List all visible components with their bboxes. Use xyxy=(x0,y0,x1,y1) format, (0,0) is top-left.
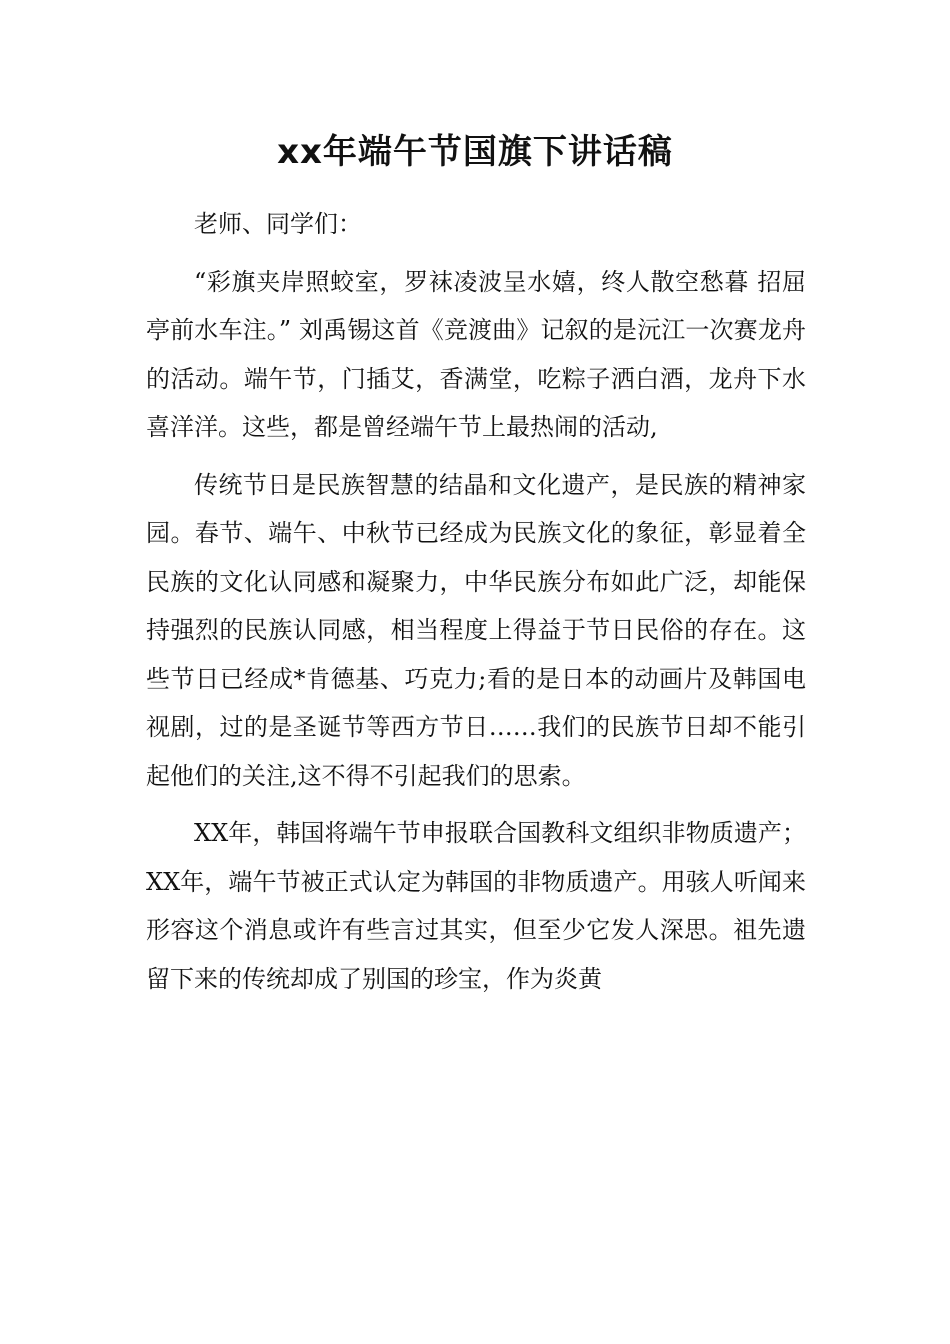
salutation: 老师、同学们： xyxy=(194,210,362,238)
document-title: xx年端午节国旗下讲话稿 xyxy=(277,132,673,172)
paragraph-1: “彩旗夹岸照蛟室，罗袜凌波呈水嬉，终人散空愁暮 招屈亭前水车注。” 刘禹锡这首《竞渡曲》记叙的是沅江一次赛龙舟的活动。端午节，门插艾，香满堂，吃粽子洒白酒，龙舟下水喜洋洋。这些，都是曾经端午节上最热闹的活动, xyxy=(146,267,806,441)
paragraph-2: 传统节日是民族智慧的结晶和文化遗产，是民族的精神家园。春节、端午、中秋节已经成为民族文化的象征，彰显着全民族的文化认同感和凝聚力，中华民族分布如此广泛，却能保持强烈的民族认同感，相当程度上得益于节日民俗的存在。这些节日已经成*肯德基、巧克力;看的是日本的动画片及韩国电视剧，过的是圣诞节等西方节日……我们的民族节日却不能引起他们的关注,这不得不引起我们的思索。 xyxy=(146,470,806,790)
paragraph-3: XX年，韩国将端午节申报联合国教科文组织非物质遗产；XX年，端午节被正式认定为韩国的非物质遗产。用骇人听闻来形容这个消息或许有些言过其实，但至少它发人深思。祖先遗留下来的传统却成了别国的珍宝，作为炎黄 xyxy=(146,819,806,993)
document-body xyxy=(146,200,806,1012)
